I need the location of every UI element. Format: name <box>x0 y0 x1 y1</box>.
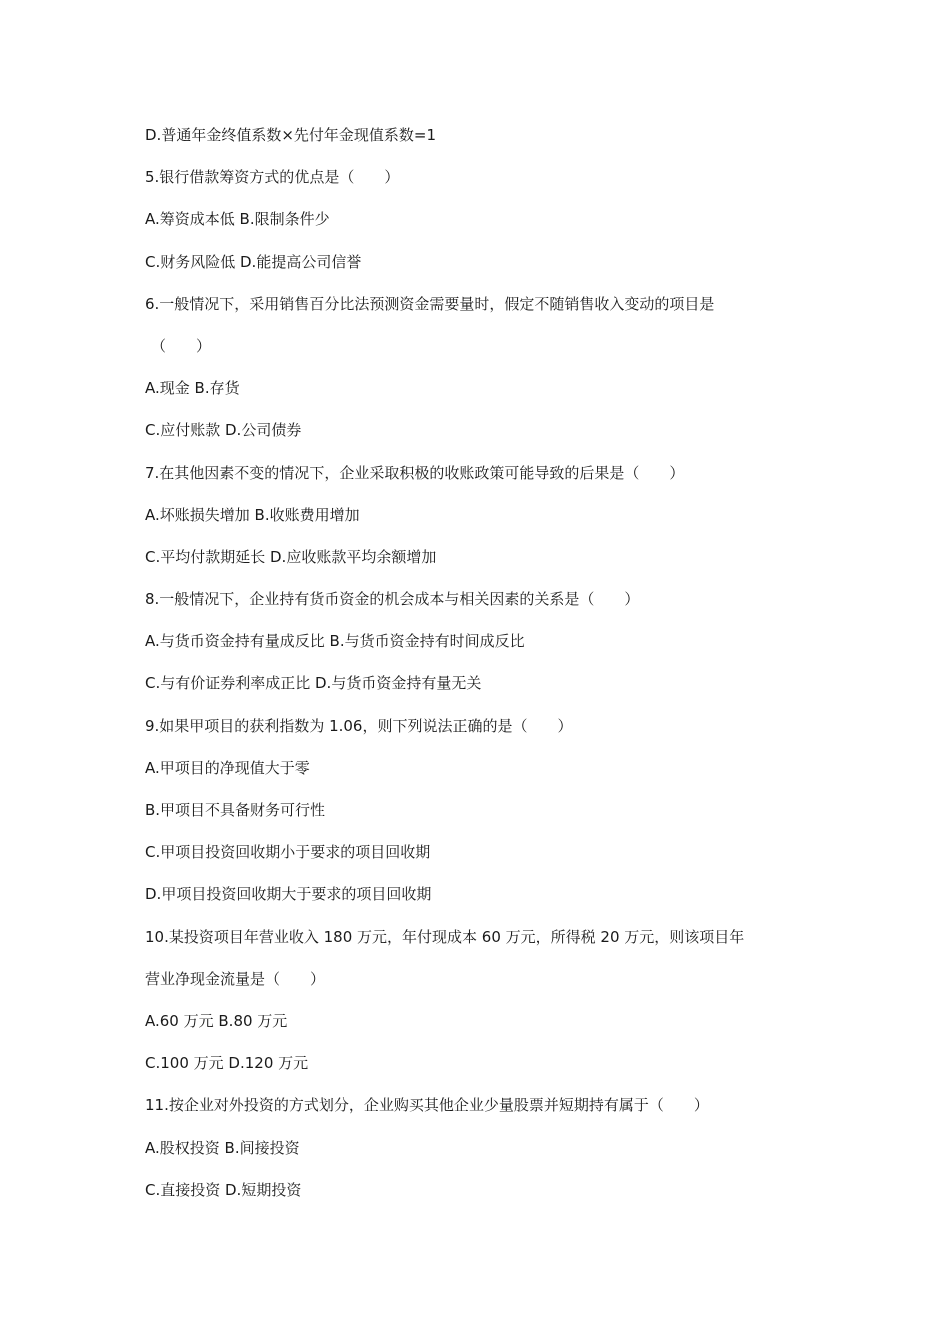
option-line: A.与货币资金持有量成反比 B.与货币资金持有时间成反比 <box>145 632 525 651</box>
question-line-continuation: 营业净现金流量是（ ） <box>145 969 326 988</box>
question-line: 6.一般情况下，采用销售百分比法预测资金需要量时，假定不随销售收入变动的项目是 <box>145 294 715 313</box>
option-line: C.平均付款期延长 D.应收账款平均余额增加 <box>145 547 437 566</box>
question-text-block <box>145 124 815 1221</box>
question-line: 8.一般情况下，企业持有货币资金的机会成本与相关因素的关系是（ ） <box>145 590 640 609</box>
option-line: C.与有价证券利率成正比 D.与货币资金持有量无关 <box>145 674 482 693</box>
question-line: 11.按企业对外投资的方式划分，企业购买其他企业少量股票并短期持有属于（ ） <box>145 1096 709 1115</box>
option-line: A.筹资成本低 B.限制条件少 <box>145 210 330 229</box>
question-line-continuation: （ ） <box>151 336 212 355</box>
option-line: A.60 万元 B.80 万元 <box>145 1011 288 1030</box>
question-line: 10.某投资项目年营业收入 180 万元，年付现成本 60 万元，所得税 20 万元，则该项目年 <box>145 927 745 946</box>
option-line: C.直接投资 D.短期投资 <box>145 1180 302 1199</box>
option-line: C.应付账款 D.公司债券 <box>145 421 302 440</box>
question-line: 7.在其他因素不变的情况下，企业采取积极的收账政策可能导致的后果是（ ） <box>145 463 685 482</box>
option-line: C.甲项目投资回收期小于要求的项目回收期 <box>145 843 431 862</box>
question-line: 9.如果甲项目的获利指数为 1.06，则下列说法正确的是（ ） <box>145 716 573 735</box>
option-line: D.普通年金终值系数×先付年金现值系数=1 <box>145 126 437 144</box>
option-line: A.股权投资 B.间接投资 <box>145 1138 300 1157</box>
option-line: A.现金 B.存货 <box>145 379 240 398</box>
option-line: A.甲项目的净现值大于零 <box>145 758 310 777</box>
question-line: 5.银行借款筹资方式的优点是（ ） <box>145 168 400 187</box>
option-line: B.甲项目不具备财务可行性 <box>145 801 326 819</box>
option-line: C.100 万元 D.120 万元 <box>145 1054 309 1073</box>
option-line: A.坏账损失增加 B.收账费用增加 <box>145 505 360 524</box>
option-line: C.财务风险低 D.能提高公司信誉 <box>145 252 362 271</box>
option-line: D.甲项目投资回收期大于要求的项目回收期 <box>145 885 432 904</box>
